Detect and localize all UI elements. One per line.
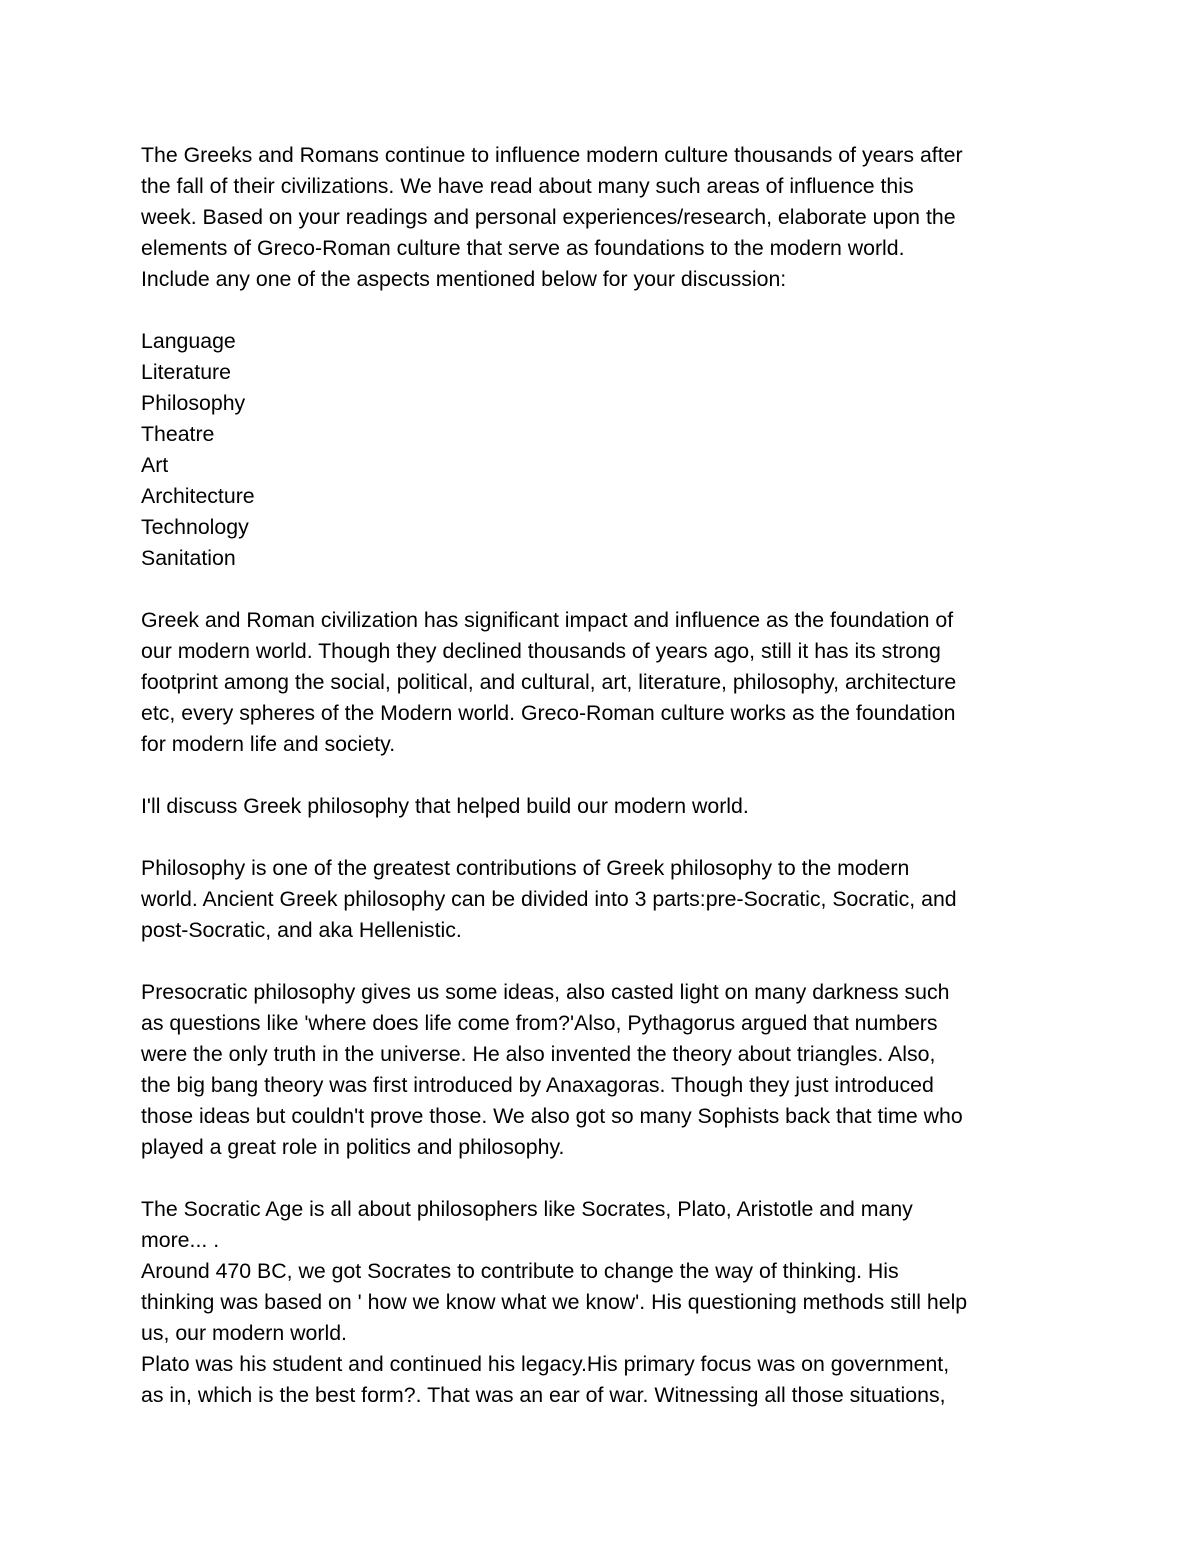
- philosophy-parts-paragraph: [141, 853, 1071, 946]
- socratic-paragraph: [141, 1194, 1071, 1411]
- text-line: Greek and Roman civilization has significant impact and influence as the foundation of: [141, 608, 954, 632]
- text-line: for modern life and society.: [141, 732, 396, 756]
- list-item: Literature: [141, 360, 231, 384]
- presocratic-paragraph: [141, 977, 1071, 1163]
- text-line: us, our modern world.: [141, 1321, 347, 1345]
- text-line: world. Ancient Greek philosophy can be divided into 3 parts:pre-Socratic, Socratic, and: [141, 887, 957, 911]
- text-line: I'll discuss Greek philosophy that helped build our modern world.: [141, 794, 749, 818]
- text-line: those ideas but couldn't prove those. We also got so many Sophists back that time who: [141, 1104, 963, 1128]
- text-line: thinking was based on ' how we know what we know'. His questioning methods still help: [141, 1290, 968, 1314]
- aspects-list: [141, 326, 1071, 574]
- list-item: Architecture: [141, 484, 255, 508]
- text-line: Plato was his student and continued his legacy.His primary focus was on government,: [141, 1352, 950, 1376]
- text-line: footprint among the social, political, and cultural, art, literature, philosophy, architecture: [141, 670, 957, 694]
- text-line: The Socratic Age is all about philosophers like Socrates, Plato, Aristotle and many: [141, 1197, 913, 1221]
- text-line: were the only truth in the universe. He also invented the theory about triangles. Also,: [141, 1042, 936, 1066]
- text-line: week. Based on your readings and personal experiences/research, elaborate upon the: [141, 205, 956, 229]
- answer-intro-paragraph: [141, 605, 1071, 760]
- topic-statement-paragraph: [141, 791, 1071, 822]
- list-item: Technology: [141, 515, 249, 539]
- text-line: played a great role in politics and philosophy.: [141, 1135, 565, 1159]
- text-line: Philosophy is one of the greatest contributions of Greek philosophy to the modern: [141, 856, 910, 880]
- text-line: Presocratic philosophy gives us some ideas, also casted light on many darkness such: [141, 980, 950, 1004]
- text-line: Around 470 BC, we got Socrates to contribute to change the way of thinking. His: [141, 1259, 899, 1283]
- text-line: The Greeks and Romans continue to influence modern culture thousands of years after: [141, 143, 963, 167]
- list-item: Philosophy: [141, 391, 246, 415]
- text-line: post-Socratic, and aka Hellenistic.: [141, 918, 462, 942]
- list-item: Language: [141, 329, 236, 353]
- text-line: etc, every spheres of the Modern world. Greco-Roman culture works as the foundation: [141, 701, 956, 725]
- text-line: Include any one of the aspects mentioned below for your discussion:: [141, 267, 787, 291]
- text-line: our modern world. Though they declined thousands of years ago, still it has its strong: [141, 639, 941, 663]
- document-page: [141, 140, 1071, 1411]
- list-item: Sanitation: [141, 546, 236, 570]
- text-line: the fall of their civilizations. We have read about many such areas of influence this: [141, 174, 914, 198]
- list-item: Art: [141, 453, 169, 477]
- text-line: elements of Greco-Roman culture that serve as foundations to the modern world.: [141, 236, 905, 260]
- text-line: more... .: [141, 1228, 220, 1252]
- text-line: as in, which is the best form?. That was an ear of war. Witnessing all those situations,: [141, 1383, 946, 1407]
- list-item: Theatre: [141, 422, 215, 446]
- text-line: the big bang theory was first introduced by Anaxagoras. Though they just introduced: [141, 1073, 934, 1097]
- prompt-paragraph: [141, 140, 1071, 295]
- text-line: as questions like 'where does life come from?'Also, Pythagorus argued that numbers: [141, 1011, 938, 1035]
